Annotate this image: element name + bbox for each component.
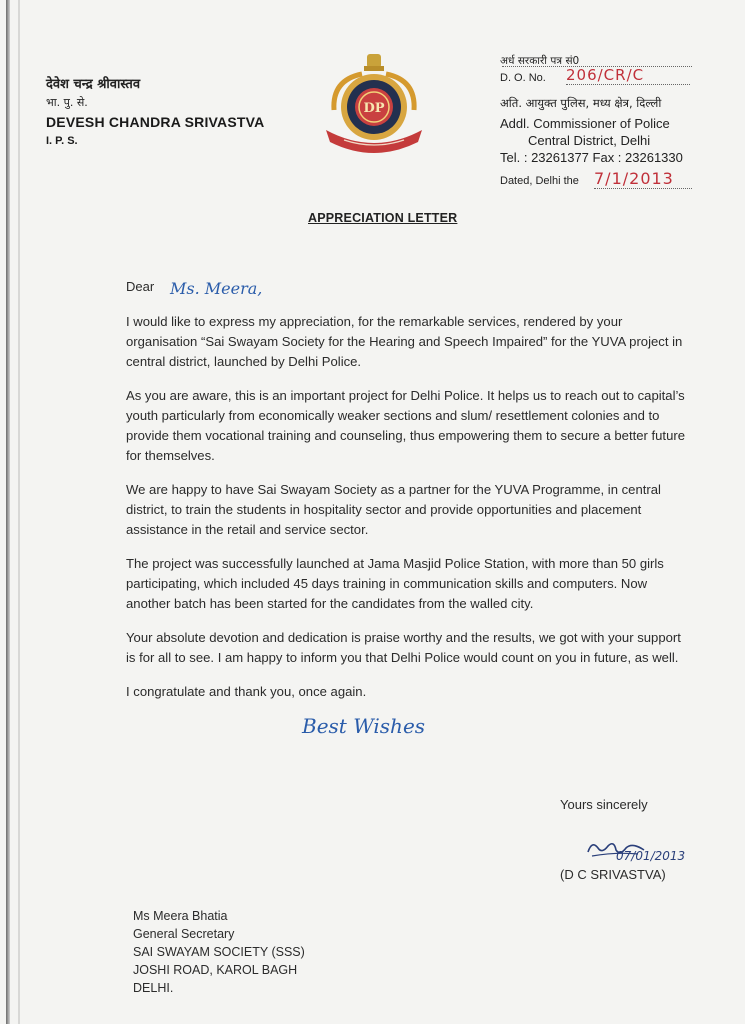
name-english: DEVESH CHANDRA SRIVASTVA [46, 114, 265, 130]
signature-date: 07/01/2013 [616, 849, 686, 863]
name-hindi: देवेश चन्द्र श्रीवास्तव [46, 77, 141, 92]
ips-english: I. P. S. [46, 135, 78, 147]
paragraph-1: I would like to express my appreciation, for the remarkable services, rendered by your organisation “Sai Swayam Society for the Hearing and Speech Impaired” for the YUVA project in central district, launched by Delhi Police. [126, 314, 683, 369]
dated-value: 7/1/2013 [594, 169, 692, 189]
salutation-recipient: Ms. Meera, [170, 279, 263, 298]
address-line: JOSHI ROAD, KAROL BAGH [133, 963, 298, 977]
handwritten-best-wishes: Best Wishes [302, 714, 426, 738]
paragraph-6: I congratulate and thank you, once again. [126, 684, 367, 699]
designation-hindi: अति. आयुक्त पुलिस, मध्य क्षेत्र, दिल्ली [500, 96, 662, 110]
letter-title: APPRECIATION LETTER [308, 211, 458, 225]
delhi-police-emblem [322, 50, 426, 154]
page-edge [6, 0, 10, 1024]
page-edge-inner [18, 0, 20, 1024]
emblem-monogram: DP [363, 101, 385, 116]
paragraph-2: As you are aware, this is an important project for Delhi Police. It helps us to reach out to capital’s youth particularly from economically weaker sections and slum/ resettlement colonies and to provide them vocational training and counseling, thus empowering them to secure a better future for themselves. [126, 388, 685, 463]
address-line: General Secretary [133, 927, 235, 941]
yours-sincerely: Yours sincerely [560, 797, 648, 812]
paragraph-5: Your absolute devotion and dedication is praise worthy and the results, we got with your support is for all to see. I am happy to inform you that Delhi Police would count on you in future, as well. [126, 630, 681, 665]
address-line: Ms Meera Bhatia [133, 909, 228, 923]
recipient-address [133, 907, 305, 997]
do-number: 206/CR/C [566, 66, 690, 85]
letter-body [126, 312, 686, 716]
dated-label: Dated, Delhi the [500, 175, 579, 187]
paragraph-3: We are happy to have Sai Swayam Society as a partner for the YUVA Programme, in central district, to train the students in hospitality sector and provide opportunities and placement assistance in the retail and service sector. [126, 482, 661, 537]
address-line: SAI SWAYAM SOCIETY (SSS) [133, 945, 305, 959]
do-label-hindi: अर्ध सरकारी पत्र सं0 [500, 55, 580, 67]
salutation-dear: Dear [126, 279, 155, 294]
address-line: DELHI. [133, 981, 174, 995]
district: Central District, Delhi [528, 133, 651, 148]
signatory-name: (D C SRIVASTVA) [560, 867, 666, 882]
ips-hindi: भा. पु. से. [46, 96, 88, 109]
emblem-icon [322, 50, 426, 154]
contact-numbers: Tel. : 23261377 Fax : 23261330 [500, 150, 683, 165]
do-label: D. O. No. [500, 72, 546, 84]
designation: Addl. Commissioner of Police [500, 116, 670, 131]
do-hindi-dotline [502, 52, 692, 67]
paragraph-4: The project was successfully launched at Jama Masjid Police Station, with more than 50 girls participating, which included 45 days training in communication skills and computers. Now another batch has been started for the candidates from the walled city. [126, 556, 664, 611]
